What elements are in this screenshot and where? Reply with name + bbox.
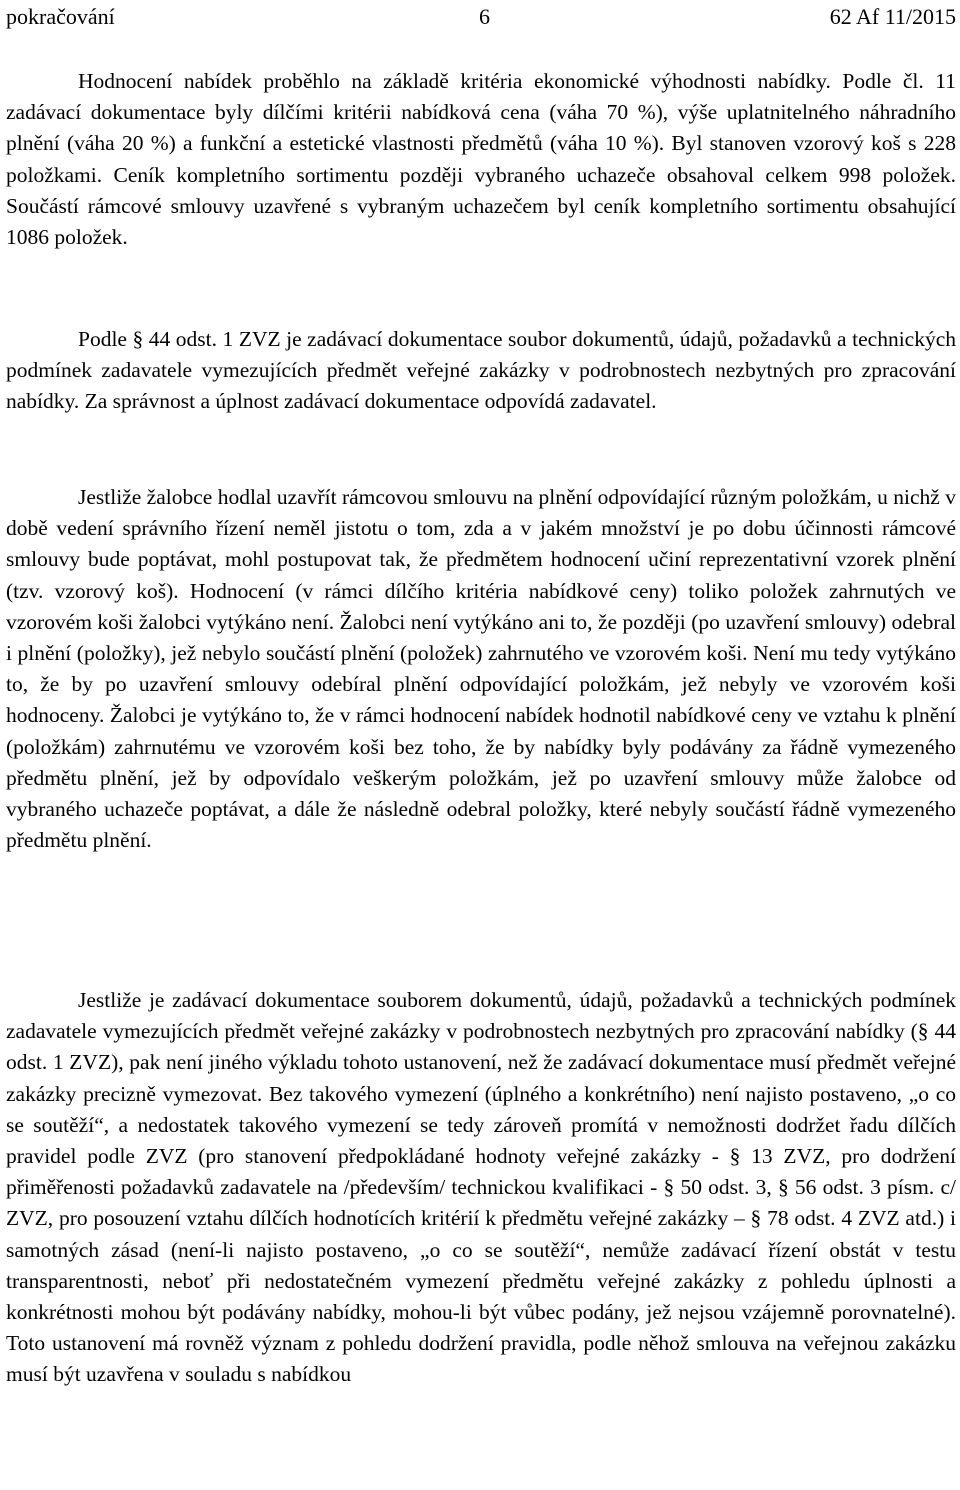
paragraph-interpretation: Jestliže je zadávací dokumentace souborem dokumentů, údajů, požadavků a technických podmínek zadavatele vymezujících předmět veřejné zakázky v podrobnostech nezbytných pro zpracování nabídky (§ 44 odst. 1 ZVZ), pak není jiného výkladu tohoto ustanovení, než že zadávací dokumentace musí předmět veřejné zakázky precizně vymezovat. Bez takového vymezení (úplného a konkrétního) není najisto postaveno, „o co se soutěží“, a nedostatek takového vymezení se tedy zároveň promítá v nemožnosti dodržet řadu dílčích pravidel podle ZVZ (pro stanovení předpokládané hodnoty veřejné zakázky - § 13 ZVZ, pro dodržení přiměřenosti požadavků zadavatele na /především/ technickou kvalifikaci - § 50 odst. 3, § 56 odst. 3 písm. c/ ZVZ, pro posouzení vztahu dílčích hodnotících kritérií k předmětu veřejné zakázky – § 78 odst. 4 ZVZ atd.) i samotných zásad (není-li najisto postaveno, „o co se soutěží“, nemůže zadávací řízení obstát v testu transparentnosti, neboť při nedostatečném vymezení předmětu veřejné zakázky z pohledu úplnosti a konkrétnosti mohou být podávány nabídky, mohou-li být vůbec podány, jež nejsou vzájemně porovnatelné). Toto ustanovení má rovněž význam z pohledu dodržení pravidla, podle něhož smlouva na veřejnou zakázku musí být uzavřena v souladu s nabídkou bbox=[6, 988, 956, 1387]
case-number: 62 Af 11/2015 bbox=[829, 4, 956, 29]
header-continuation-label: pokračování bbox=[6, 4, 115, 29]
page-number: 6 bbox=[479, 4, 490, 29]
paragraph-evaluation: Hodnocení nabídek proběhlo na základě kritéria ekonomické výhodnosti nabídky. Podle čl. 11 zadávací dokumentace byly dílčími kritérii nabídková cena (váha 70 %), výše uplatnitelného náhradního plnění (váha 20 %) a funkční a estetické vlastnosti předmětů (váha 10 %). Byl stanoven vzorový koš s 228 položkami. Ceník kompletního sortimentu později vybraného uchazeče obsahoval celkem 998 položek. Součástí rámcové smlouvy uzavřené s vybraným uchazečem byl ceník kompletního sortimentu obsahující 1086 položek. bbox=[6, 69, 956, 250]
paragraph-definition: Podle § 44 odst. 1 ZVZ je zadávací dokumentace soubor dokumentů, údajů, požadavků a technických podmínek zadavatele vymezujících předmět veřejné zakázky v podrobnostech nezbytných pro zpracování nabídky. Za správnost a úplnost zadávací dokumentace odpovídá zadavatel. bbox=[6, 327, 956, 414]
page-header bbox=[6, 2, 956, 32]
paragraph-reasoning: Jestliže žalobce hodlal uzavřít rámcovou smlouvu na plnění odpovídající různým položkám, u nichž v době vedení správního řízení neměl jistotu o tom, zda a v jakém množství je po dobu účinnosti rámcové smlouvy bude poptávat, mohl postupovat tak, že předmětem hodnocení učiní reprezentativní vzorek plnění (tzv. vzorový koš). Hodnocení (v rámci dílčího kritéria nabídkové ceny) toliko položek zahrnutých ve vzorovém koši žalobci vytýkáno není. Žalobci není vytýkáno ani to, že později (po uzavření smlouvy) odebral i plnění (položky), jež nebylo součástí plnění (položek) zahrnutého ve vzorovém koši. Není mu tedy vytýkáno to, že by po uzavření smlouvy odebíral plnění odpovídající položkám, jež nebyly ve vzorovém koši hodnoceny. Žalobci je vytýkáno to, že v rámci hodnocení nabídek hodnotil nabídkové ceny ve vztahu k plnění (položkám) zahrnutému ve vzorovém koši bez toho, že by nabídky byly podávány za řádně vymezeného předmětu plnění, jež by odpovídalo veškerým položkám, jež po uzavření smlouvy může žalobce od vybraného uchazeče poptávat, a dále že následně odebral položky, které nebyly součástí řádně vymezeného předmětu plnění. bbox=[6, 485, 956, 853]
